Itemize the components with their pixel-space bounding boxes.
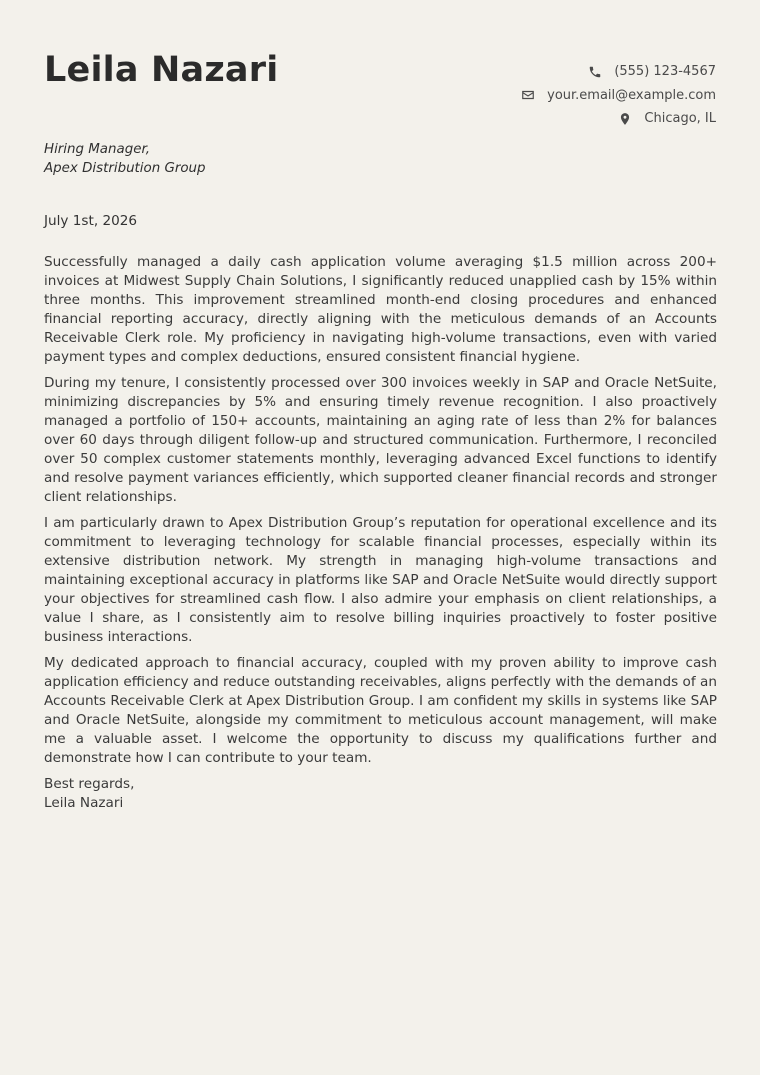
applicant-name: Leila Nazari	[44, 50, 279, 90]
recipient-block	[44, 140, 206, 178]
body-paragraph-1: Successfully managed a daily cash application volume averaging $1.5 million across 200+ invoices at Midwest Supply Chain Solutions, I significantly reduced unapplied cash by 15% within three months. This improvement streamlined month-end closing procedures and enhanced financial reporting accuracy, directly aligning with the meticulous demands of an Accounts Receivable Clerk role. My proficiency in navigating high-volume transactions, even with varied payment types and complex deductions, ensured consistent financial hygiene.	[44, 254, 717, 365]
closing-signature: Leila Nazari	[44, 795, 124, 811]
closing-block	[44, 775, 717, 813]
body-paragraph-2: During my tenure, I consistently processed over 300 invoices weekly in SAP and Oracle NetSuite, minimizing discrepancies by 5% and ensuring timely revenue recognition. I also proactively managed a portfolio of 150+ accounts, maintaining an aging rate of less than 2% for balances over 60 days through diligent follow-up and structured communication. Furthermore, I reconciled over 50 complex customer statements monthly, leveraging advanced Excel functions to identify and resolve payment variances efficiently, which supported cleaner financial records and stronger client relationships.	[44, 375, 717, 505]
contact-email	[521, 84, 716, 108]
contact-block	[521, 60, 716, 131]
map-pin-icon	[618, 112, 632, 126]
letter-date: July 1st, 2026	[44, 213, 138, 229]
body-paragraph-4: My dedicated approach to financial accuracy, coupled with my proven ability to improve cash application efficiency and reduce outstanding receivables, aligns perfectly with the demands of an Accounts Receivable Clerk at Apex Distribution Group. I am confident my skills in systems like SAP and Oracle NetSuite, alongside my commitment to meticulous account management, will make me a valuable asset. I welcome the opportunity to discuss my qualifications further and demonstrate how I can contribute to your team.	[44, 655, 717, 766]
recipient-company: Apex Distribution Group	[44, 161, 206, 176]
contact-phone	[521, 60, 716, 84]
recipient-title: Hiring Manager,	[44, 142, 150, 157]
contact-location	[521, 107, 716, 131]
letter-body	[44, 253, 717, 813]
phone-text: (555) 123-4567	[614, 64, 716, 80]
closing-salutation: Best regards,	[44, 776, 135, 792]
location-text: Chicago, IL	[644, 111, 716, 127]
email-text: your.email@example.com	[547, 87, 716, 103]
envelope-icon	[521, 88, 535, 102]
body-paragraph-3: I am particularly drawn to Apex Distribution Group’s reputation for operational excellence and its commitment to leveraging technology for scalable financial processes, especially within its extensive distribution network. My strength in managing high-volume transactions and maintaining exceptional accuracy in platforms like SAP and Oracle NetSuite would directly support your objectives for streamlined cash flow. I also admire your emphasis on client relationships, a value I share, as I consistently aim to resolve billing inquiries proactively to foster positive business interactions.	[44, 515, 717, 645]
phone-icon	[588, 65, 602, 79]
